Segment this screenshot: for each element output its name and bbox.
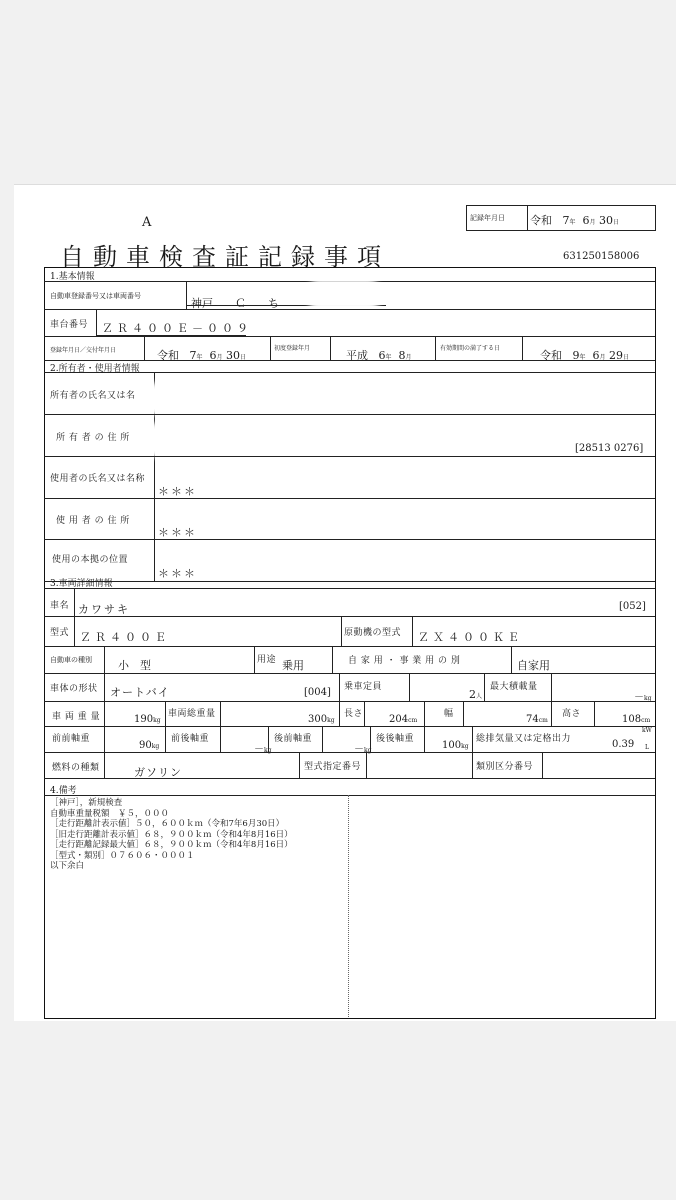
user-address-label: 使 用 者 の 住 所 [56, 516, 130, 526]
section-2-header: 2.所有者・使用者情報 [50, 364, 140, 374]
front-rear-axle-label: 前後軸重 [171, 734, 210, 744]
form-mark: A [142, 215, 152, 230]
engine-model-label: 原動機の型式 [344, 628, 402, 638]
height-value: 108cm [622, 714, 651, 725]
first-reg-label: 初度登録年月 [274, 345, 311, 352]
length-value: 204cm [389, 714, 418, 725]
max-load-label: 最大積載量 [490, 682, 538, 692]
length-label: 長さ [344, 709, 364, 719]
remark-line: 自動車重量税額 ￥５，０００ [50, 808, 170, 819]
rear-rear-axle-label: 後後軸重 [376, 734, 415, 744]
redacted-owner-address [144, 429, 404, 451]
remarks-list [50, 798, 293, 872]
gross-weight-label: 車両総重量 [168, 709, 216, 719]
displacement-unit-l: L [645, 744, 649, 751]
car-name-label: 車名 [50, 601, 70, 611]
remark-line: ［神戸］，新規検査 [50, 798, 123, 808]
record-date-box [466, 205, 656, 231]
gross-weight-value: 300kg [308, 714, 335, 725]
remark-line: ［旧走行距離計表示値］６８，９００ｋｍ（令和4年8月16日） [50, 829, 293, 840]
car-name-code: [052] [619, 601, 646, 612]
owner-address-label: 所 有 者 の 住 所 [56, 433, 130, 443]
record-date-label: 記録年月日 [470, 214, 505, 222]
capacity-value: 2人 [469, 688, 483, 701]
base-location-label: 使用の本拠の位置 [52, 555, 129, 565]
user-name-label: 使用者の氏名又は名称 [50, 474, 146, 484]
remark-line: ［走行距離計表示値］５０，６００ｋｍ（令和7年6月30日） [50, 819, 285, 829]
vehicle-kind-value: 小 型 [118, 659, 151, 672]
front-rear-axle-value: －kg [254, 744, 272, 755]
rear-rear-axle-value: 100kg [442, 740, 469, 751]
reg-number-value: 神戸 Ｃ ち [191, 297, 279, 310]
inspection-certificate-sheet [14, 184, 676, 1021]
width-value: 74cm [526, 714, 548, 725]
rear-front-axle-label: 後前軸重 [274, 734, 313, 744]
type-designation-label: 型式指定番号 [304, 762, 362, 772]
front-front-axle-value: 90kg [139, 740, 160, 751]
engine-model-value: ＺＸ４００ＫＥ [418, 631, 523, 644]
usage-value: 乗用 [282, 659, 304, 672]
remark-line: ［走行距離記録最大値］６８，９００ｋｍ（令和4年8月16日） [50, 840, 293, 850]
usage-label: 用途 [257, 655, 277, 665]
capacity-label: 乗車定員 [344, 682, 383, 692]
vehicle-weight-value: 190kg [134, 714, 161, 725]
remark-line: 以下余白 [50, 861, 85, 871]
front-front-axle-label: 前前軸重 [52, 734, 91, 744]
first-reg-value: 平成 6年 8月 [346, 349, 412, 362]
body-shape-label: 車体の形状 [50, 684, 98, 694]
section-3-header: 3.車両詳細情報 [50, 579, 113, 589]
section-4-header: 4.備考 [50, 786, 77, 796]
serial-number: 631250158006 [563, 251, 640, 262]
height-label: 高さ [562, 709, 582, 719]
rear-front-axle-value: －kg [354, 744, 372, 755]
redacted-plate [314, 285, 374, 305]
displacement-unit-kw: kW [642, 727, 652, 734]
body-shape-value: オートバイ [110, 686, 170, 699]
width-label: 幅 [444, 709, 454, 719]
model-value: ＺＲ４００Ｅ [80, 631, 170, 644]
private-business-label: 自 家 用 ・ 事 業 用 の 別 [348, 656, 461, 666]
max-load-value: －kg [634, 692, 652, 703]
chassis-number-label: 車台番号 [50, 320, 89, 330]
record-date-value: 令和 7年 6月 30日 [530, 214, 620, 227]
fuel-type-value: ガソリン [134, 766, 182, 779]
model-label: 型式 [50, 628, 70, 638]
displacement-label: 総排気量又は定格出力 [476, 734, 572, 744]
user-name-value: ＊＊＊ [158, 485, 197, 498]
user-address-value: ＊＊＊ [158, 526, 197, 539]
owner-name-label: 所有者の氏名又は名 [50, 391, 136, 401]
base-location-value: ＊＊＊ [158, 567, 197, 580]
owner-code: [28513 0276] [575, 443, 644, 454]
displacement-value: 0.39 [612, 739, 635, 750]
private-business-value: 自家用 [517, 659, 550, 672]
remark-line: ［型式・類別］０７６０６・０００１ [50, 850, 195, 861]
vehicle-kind-label: 自動車の種別 [50, 656, 92, 664]
vehicle-weight-label: 車 両 重 量 [52, 712, 101, 722]
section-1-header: 1.基本情報 [50, 272, 95, 282]
reg-number-label: 自動車登録番号又は車両番号 [50, 292, 141, 300]
document-title: 自動車検査証記録事項 [60, 243, 390, 271]
car-name-value: カワサキ [78, 603, 130, 616]
fuel-type-label: 燃料の種類 [52, 763, 100, 773]
expiry-value: 令和 9年 6月 29日 [540, 349, 630, 362]
class-number-label: 類別区分番号 [476, 762, 534, 772]
reg-date-label: 登録年月日／交付年月日 [50, 347, 117, 354]
expiry-label: 有効期間の満了する日 [440, 345, 501, 352]
body-shape-code: [004] [304, 687, 331, 698]
reg-date-value: 令和 7年 6月 30日 [157, 349, 247, 362]
chassis-number-value: ＺＲ４００Ｅ－００９ [102, 322, 252, 335]
redacted-owner-name [144, 389, 344, 409]
